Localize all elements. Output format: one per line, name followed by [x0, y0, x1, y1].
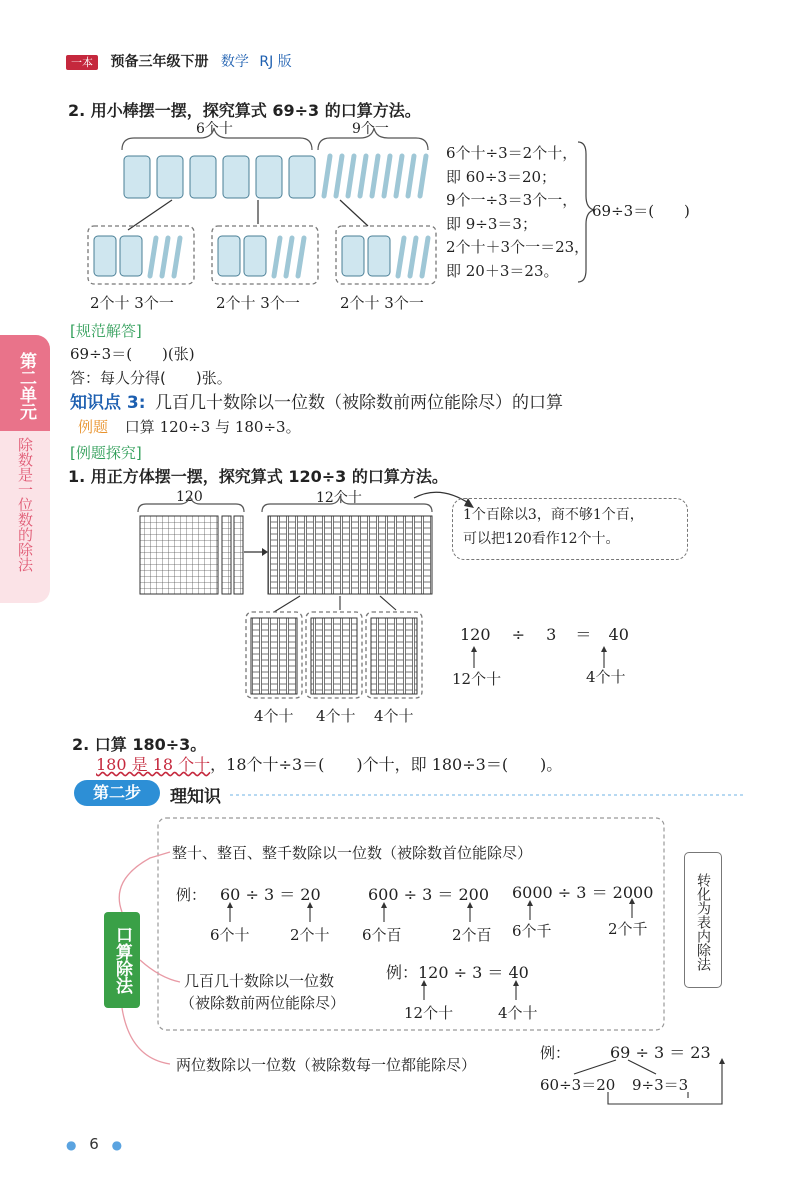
step-2-title: 理知识 [170, 787, 221, 807]
q2-result: 69÷3＝( ) [592, 202, 690, 220]
dot-icon-right: ● [111, 1138, 123, 1152]
example-6000-div-3: 6000 ÷ 3 ＝ 2000 [512, 883, 654, 902]
example-1-under-a: 6个十 [210, 926, 250, 944]
example-4-under-a: 12个十 [404, 1004, 454, 1022]
group-label-1: 2个十 3个一 [90, 294, 174, 312]
unit-label: 第二单元 [0, 335, 50, 431]
example-5-part-a: 60÷3＝20 [540, 1076, 616, 1094]
eq-quotient: 40 [608, 625, 629, 644]
cube-group-label-2: 4个十 [316, 707, 356, 725]
q2-step-3: 9个一÷3＝3个一， [446, 191, 578, 209]
example-text: 口算 120÷3 与 180÷3。 [124, 418, 301, 436]
q2-step-1: 6个十÷3＝2个十， [446, 144, 578, 162]
example-600-div-3: 600 ÷ 3 ＝ 200 [368, 885, 490, 904]
label-12-tens: 12个十 [316, 490, 362, 506]
hint-line-2: 可以把120看作12个十。 [463, 531, 620, 547]
dot-icon-left: ● [66, 1138, 77, 1152]
example-2-under-a: 6个百 [362, 926, 402, 944]
example-3-under-a: 6个千 [512, 922, 552, 940]
subject: 数学 [220, 54, 249, 70]
explore-tag: [例题探究] [70, 444, 142, 462]
branch-3-example-label: 例： [540, 1044, 571, 1062]
kp3-title: 几百几十数除以一位数（被除数前两位能除尽）的口算 [154, 393, 563, 413]
q2-step-6: 即 20＋3＝23。 [446, 261, 559, 280]
group-label-3: 2个十 3个一 [340, 294, 424, 312]
convert-to-table-division: 转化为表内除法 [684, 852, 722, 988]
label-120: 120 [176, 489, 203, 505]
eq-div-sign: ÷ [511, 625, 526, 644]
edition: RJ 版 [259, 54, 292, 70]
kp3-q2-rest: ，18个十÷3＝( )个十，即 180÷3＝( )。 [210, 755, 563, 774]
cube-group-label-3: 4个十 [374, 707, 414, 725]
q2-step-4: 即 9÷3＝3； [446, 214, 537, 233]
branch-1-title: 整十、整百、整千数除以一位数（被除数首位能除尽） [172, 844, 533, 862]
example-3-under-b: 2个千 [608, 920, 648, 938]
example-1-under-b: 2个十 [290, 926, 330, 944]
example-tag: 例题 [78, 418, 109, 436]
eq-under-left: 12个十 [452, 670, 502, 688]
cube-group-label-1: 4个十 [254, 707, 294, 725]
kp3-q2-title: 2. 口算 180÷3。 [72, 735, 207, 754]
group-label-2: 2个十 3个一 [216, 294, 300, 312]
kp3-label: 知识点 3: [70, 393, 146, 413]
answer-tag: [规范解答] [70, 322, 142, 340]
q2-step-2: 即 60÷3＝20； [446, 167, 557, 186]
example-120-div-3: 例：120 ÷ 3 ＝ 40 [386, 963, 529, 982]
branch-3-title: 两位数除以一位数（被除数每一位都能除尽） [176, 1056, 477, 1074]
q2-step-5: 2个十＋3个一＝23， [446, 238, 590, 256]
eq-divisor: 3 [546, 625, 557, 644]
answer-line-2: 答：每人分得( )张。 [70, 369, 232, 387]
book-title: 预备三年级下册 [110, 54, 209, 70]
example-2-under-b: 2个百 [452, 926, 492, 944]
step-2-badge: 第二步 [74, 780, 160, 806]
unit-topic: 除数是一位数的除法 [16, 437, 34, 572]
oral-division-label: 口算除法 [104, 912, 140, 1008]
label-6-tens: 6个十 [196, 121, 233, 137]
answer-line-1: 69÷3＝( )(张) [70, 345, 195, 363]
branch-2-line-2: （被除数前两位能除尽） [180, 994, 346, 1012]
q2-title: 2. 用小棒摆一摆，探究算式 69÷3 的口算方法。 [68, 101, 421, 120]
eq-dividend: 120 [460, 625, 491, 644]
eq-equals: ＝ [575, 625, 592, 644]
branch-1-example-label: 例： [176, 886, 207, 904]
example-5-part-b: 9÷3＝3 [632, 1076, 689, 1094]
kp3-q1-title: 1. 用正方体摆一摆，探究算式 120÷3 的口算方法。 [68, 467, 448, 486]
example-60-div-3: 60 ÷ 3 ＝ 20 [220, 885, 321, 904]
example-4-under-b: 4个十 [498, 1004, 538, 1022]
eq-under-right: 4个十 [586, 668, 626, 686]
branch-2-line-1: 几百几十数除以一位数 [184, 972, 335, 990]
label-9-ones: 9个一 [352, 121, 389, 137]
brand-logo: 一本 [66, 55, 98, 70]
page-number [66, 1135, 122, 1153]
example-69-div-3: 69 ÷ 3 ＝ 23 [610, 1043, 711, 1062]
page-number-value: 6 [89, 1135, 99, 1153]
kp3-q2-highlight: 180 是 18 个十 [96, 755, 211, 774]
hint-line-1: 1个百除以3，商不够1个百， [463, 507, 644, 523]
